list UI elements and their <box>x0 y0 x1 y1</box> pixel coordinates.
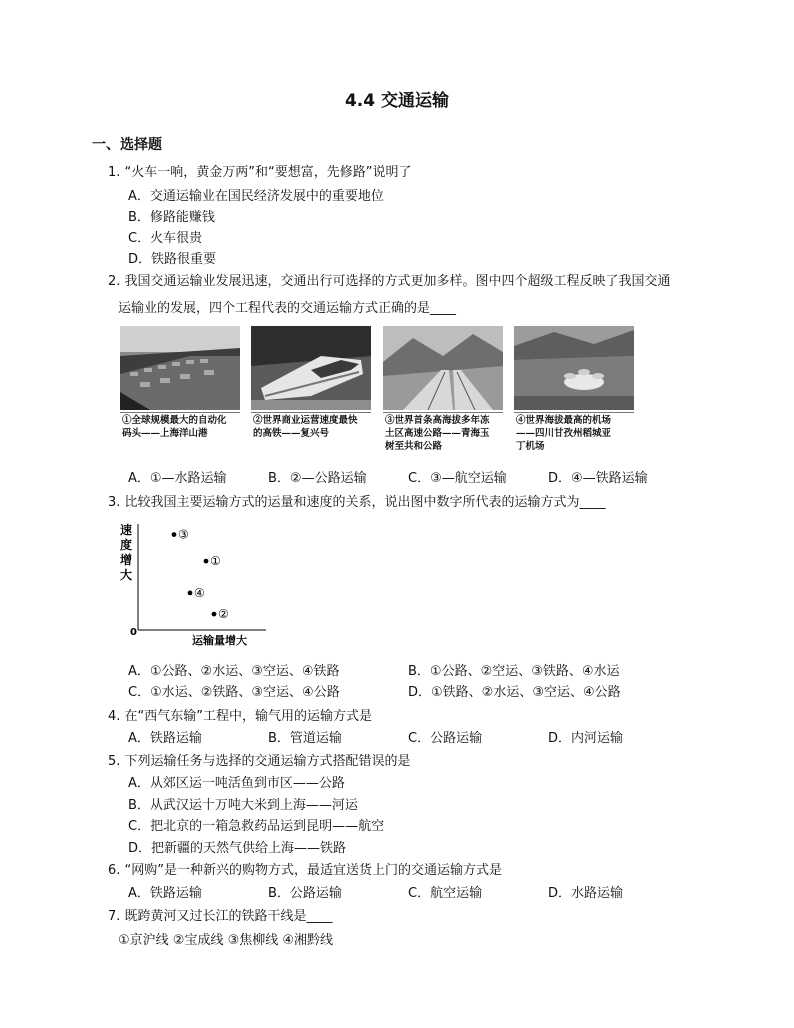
scatter-point <box>188 591 193 596</box>
scatter-point-label: ④ <box>194 585 205 600</box>
q5-option-d[interactable]: D．把新疆的天然气供给上海——铁路 <box>128 841 347 856</box>
q2-option-d[interactable]: D．④—铁路运输 <box>548 471 648 486</box>
photo-caption-1: ①全球规模最大的自动化 码头——上海洋山港 <box>122 415 227 439</box>
question-4-stem: 4. 在“西气东输”工程中，输气用的运输方式是 <box>108 709 373 724</box>
q3-option-d[interactable]: D．①铁路、②水运、③空运、④公路 <box>408 685 621 700</box>
q3-option-b[interactable]: B．①公路、②空运、③铁路、④水运 <box>408 664 620 679</box>
x-axis-label: 运输量增大 <box>192 634 247 647</box>
q4-option-a[interactable]: A．铁路运输 <box>128 731 202 746</box>
caption-rule <box>251 412 371 413</box>
section-heading: 一、选择题 <box>92 137 162 153</box>
q6-option-c[interactable]: C．航空运输 <box>408 886 483 901</box>
scatter-point-label: ② <box>218 607 229 622</box>
question-6-stem: 6. “网购”是一种新兴的购物方式，最适宜送货上门的交通运输方式是 <box>108 863 503 878</box>
photo-daocheng-airport <box>514 326 634 410</box>
q2-option-a[interactable]: A．①—水路运输 <box>128 471 227 486</box>
caption-rule <box>514 412 634 413</box>
q3-option-c[interactable]: C．①水运、②铁路、③空运、④公路 <box>128 685 340 700</box>
q5-option-a[interactable]: A．从郊区运一吨活鱼到市区——公路 <box>128 776 345 791</box>
transport-scatter-chart <box>116 520 276 648</box>
y-axis-label-char: 大 <box>120 568 133 582</box>
q3-option-a[interactable]: A．①公路、②水运、③空运、④铁路 <box>128 664 340 679</box>
y-axis-label-char: 速 <box>120 523 133 537</box>
scatter-point-label: ③ <box>178 527 189 542</box>
photo-yangshan-port <box>120 326 240 410</box>
photo-caption-2: ②世界商业运营速度最快 的高铁——复兴号 <box>253 415 358 439</box>
caption-rule <box>383 412 503 413</box>
question-7-stem: 7. 既跨黄河又过长江的铁路干线是____ <box>108 909 333 924</box>
q4-option-d[interactable]: D．内河运输 <box>548 731 624 746</box>
scatter-point <box>172 532 177 537</box>
photo-caption-3: ③世界首条高海拔多年冻 土区高速公路——青海玉 树至共和公路 <box>385 415 490 452</box>
origin-label: 0 <box>130 627 137 638</box>
caption-rule <box>120 412 240 413</box>
question-5-stem: 5. 下列运输任务与选择的交通运输方式搭配错误的是 <box>108 754 411 769</box>
question-1-stem: 1. “火车一响，黄金万两”和“要想富，先修路”说明了 <box>108 165 412 180</box>
q4-option-c[interactable]: C．公路运输 <box>408 731 483 746</box>
page-title: 4.4 交通运输 <box>344 91 450 111</box>
q5-option-c[interactable]: C．把北京的一箱急救药品运到昆明——航空 <box>128 819 385 834</box>
q1-option-c[interactable]: C．火车很贵 <box>128 231 203 246</box>
q6-option-a[interactable]: A．铁路运输 <box>128 886 202 901</box>
q2-option-b[interactable]: B．②—公路运输 <box>268 471 367 486</box>
question-2-stem-line1: 2. 我国交通运输业发展迅速，交通出行可选择的方式更加多样。图中四个超级工程反映了我国交通 <box>108 274 671 289</box>
question-3-stem: 3. 比较我国主要运输方式的运量和速度的关系，说出图中数字所代表的运输方式为____ <box>108 495 606 510</box>
scatter-point <box>204 559 209 564</box>
y-axis-label-char: 度 <box>120 538 133 552</box>
q2-option-c[interactable]: C．③—航空运输 <box>408 471 507 486</box>
scatter-point-label: ① <box>210 554 221 569</box>
y-axis-label-char: 增 <box>120 553 133 567</box>
photo-qinghai-highway <box>383 326 503 410</box>
q1-option-d[interactable]: D．铁路很重要 <box>128 252 217 267</box>
q6-option-b[interactable]: B．公路运输 <box>268 886 342 901</box>
q6-option-d[interactable]: D．水路运输 <box>548 886 624 901</box>
photo-caption-4: ④世界海拔最高的机场 ——四川甘孜州稻城亚 丁机场 <box>516 415 612 452</box>
q5-option-b[interactable]: B．从武汉运十万吨大米到上海——河运 <box>128 798 358 813</box>
y-axis-label <box>120 522 132 582</box>
q7-choices: ①京沪线 ②宝成线 ③焦柳线 ④湘黔线 <box>118 933 334 948</box>
q1-option-b[interactable]: B．修路能赚钱 <box>128 210 215 225</box>
photo-fuxing-train <box>251 326 371 410</box>
scatter-point <box>212 612 217 617</box>
question-2-stem-line2: 运输业的发展，四个工程代表的交通运输方式正确的是____ <box>118 301 457 316</box>
q1-option-a[interactable]: A．交通运输业在国民经济发展中的重要地位 <box>128 189 384 204</box>
q4-option-b[interactable]: B．管道运输 <box>268 731 342 746</box>
